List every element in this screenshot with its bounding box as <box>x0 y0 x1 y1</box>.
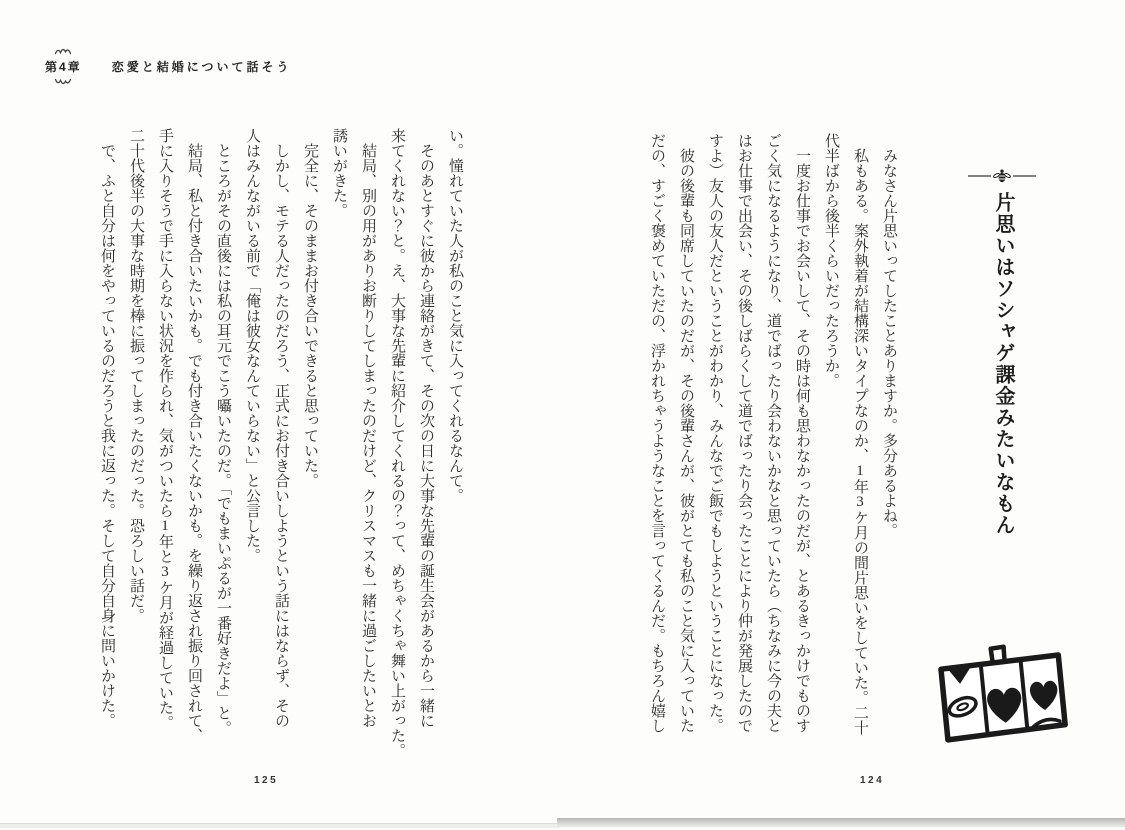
text-line: で、ふと自分は何をやっているのだろうと我に返った。そして自分自身に問いかけた。 <box>99 143 115 728</box>
chapter-badge <box>45 46 82 87</box>
page-number-124: 124 <box>860 775 885 786</box>
text-line: 彼の後輩も同席していたのだが、その後輩さんが、彼がとても私のこと気に入っていた <box>678 148 694 733</box>
text-line: みなさん片思いってしたことありますか。多分あるよね。 <box>881 148 897 538</box>
text-line: だの、すごく褒めていただの、浮かれちゃうようなことを言ってくるんだ。もちろん嬉し <box>649 133 665 733</box>
slot-machine-hearts-illustration <box>931 641 1073 749</box>
text-line: 二十代後半の大事な時期を棒に振ってしまったのだった。恐ろしい話だ。 <box>128 128 144 623</box>
text-line: ところがその直後には私の耳元でこう囁いたのだ。「でもまいぷるが一番好きだよ」と。 <box>215 143 231 736</box>
text-line: 人はみんながいる前で「俺は彼女なんていらない」と公言した。 <box>244 128 260 563</box>
page-124-body <box>641 133 903 767</box>
text-line: 手に入りそうで手に入らない状況を作られ、気がついたら1年と3ケ月が経過していた。 <box>157 128 173 730</box>
text-line: い。憧れていた人が私のこと気に入ってくれるなんて。 <box>447 128 463 503</box>
text-line: 代半ばから後半くらいだったろうか。 <box>823 133 839 388</box>
text-line: しかし、モテる人だったのだろう、正式にお付き合いしようという話にはならず、その <box>273 143 289 728</box>
text-line: 結局、別の用がありお断りしてしまったのだけど、クリスマスも一緒に過ごしたいとお <box>360 143 376 728</box>
chapter-header <box>45 46 291 87</box>
text-line: 誘いがきた。 <box>331 128 347 218</box>
text-line: 来てくれない？と。え、大事な先輩に紹介してくれるの？って、めちゃくちゃ舞い上がった。 <box>389 128 405 758</box>
flourish-icon <box>52 46 74 56</box>
text-line: すよ）友人の友人だということがわかり、みんなでご飯でもしようということになった。 <box>707 133 723 733</box>
chapter-number: 第4章 <box>45 60 82 74</box>
text-line: そのあとすぐに彼から連絡がきて、その次の日に大事な先輩の誕生会があるから一緒に <box>418 143 434 728</box>
page-125-body <box>91 128 469 764</box>
page-number-125: 125 <box>254 775 279 786</box>
section-title: 片思いはソシャゲ課金みたいなもん <box>992 192 1014 536</box>
bee-ornament-icon <box>968 168 1036 184</box>
page-bottom-edge <box>557 818 1125 827</box>
page-bottom-edge <box>0 823 560 828</box>
text-line: はお仕事で出会い、その後しばらくして道でばったり会ったことにより仲が発展したので <box>736 133 752 733</box>
text-line: 完全に、そのままお付き合いできると思っていた。 <box>302 143 318 488</box>
chapter-title: 恋愛と結婚について話そう <box>111 60 292 74</box>
text-line: 結局、私と付き合いたいかも。でも付き合いたくないかも。を繰り返され振り回されて、 <box>186 143 202 743</box>
flourish-icon <box>52 77 74 87</box>
text-line: 私もある。案外執着が結構深いタイプなのか、1年3ケ月の間片思いをしていた。二十 <box>852 148 868 735</box>
text-line: 一度お仕事でお会いして、その時は何も思わなかったのだが、とあるきっかけでものす <box>794 148 810 733</box>
text-line: ごく気になるようになり、道でばったり会わないかなと思っていたら（ちなみに今の夫と <box>765 133 781 733</box>
